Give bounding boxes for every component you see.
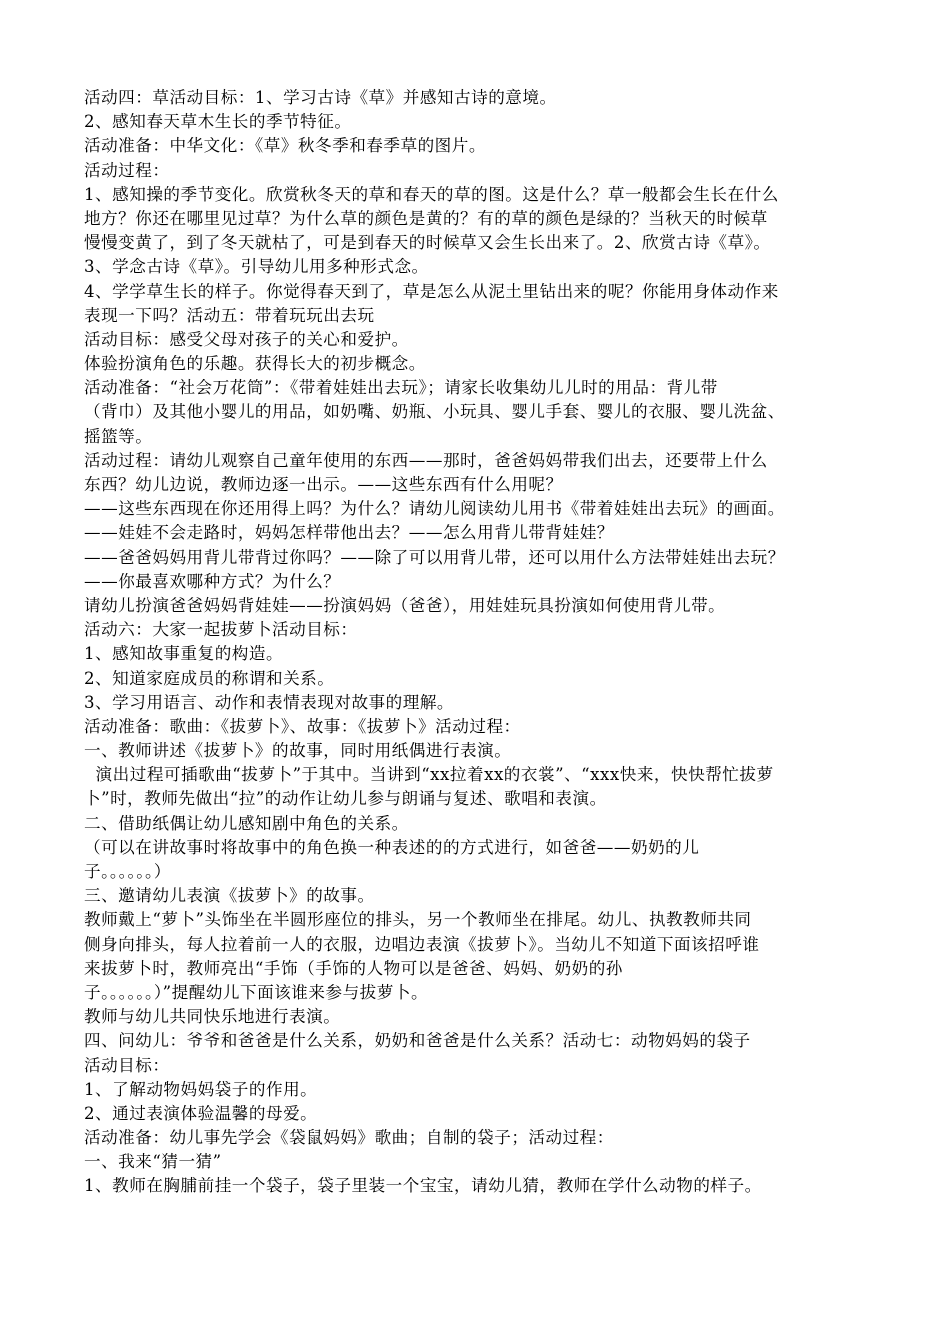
text-line: 活动准备：幼儿事先学会《袋鼠妈妈》歌曲；自制的袋子；活动过程： xyxy=(84,1128,614,1148)
text-line: 慢慢变黄了，到了冬天就枯了，可是到春天的时候草又会生长出来了。2、欣赏古诗《草》。 xyxy=(84,233,771,253)
text-line: 教师与幼儿共同快乐地进行表演。 xyxy=(84,1007,341,1027)
text-line: 活动目标： xyxy=(84,1055,170,1075)
text-line: 请幼儿扮演爸爸妈妈背娃娃——扮演妈妈（爸爸），用娃娃玩具扮演如何使用背儿带。 xyxy=(84,595,726,615)
text-line: 体验扮演角色的乐趣。获得长大的初步概念。 xyxy=(84,354,426,374)
text-line: （背巾）及其他小婴儿的用品，如奶嘴、奶瓶、小玩具、婴儿手套、婴儿的衣服、婴儿洗盆、 xyxy=(84,402,785,422)
text-line: 摇篮等。 xyxy=(84,426,153,446)
text-line: 演出过程可插歌曲“拔萝卜”于其中。当讲到“xx拉着xx的衣裳”、“xxx快来，快快帮忙拔萝 xyxy=(84,765,774,785)
text-line: 来拔萝卜时，教师亮出“手饰（手饰的人物可以是爸爸、妈妈、奶奶的孙 xyxy=(84,958,623,978)
text-line: 活动过程： xyxy=(84,160,170,180)
text-line: 活动目标：感受父母对孩子的关心和爱护。 xyxy=(84,329,409,349)
text-line: 侧身向排头，每人拉着前一人的衣服，边唱边表演《拔萝卜》。当幼儿不知道下面该招呼谁 xyxy=(84,934,760,954)
text-line: 二、借助纸偶让幼儿感知剧中角色的关系。 xyxy=(84,813,409,833)
text-line: 活动准备：歌曲：《拔萝卜》、故事：《拔萝卜》活动过程： xyxy=(84,716,521,736)
text-line: 1、感知操的季节变化。欣赏秋冬天的草和春天的草的图。这是什么？草一般都会生长在什么 xyxy=(84,184,779,204)
text-line: 3、学习用语言、动作和表情表现对故事的理解。 xyxy=(84,692,455,712)
text-line: ——你最喜欢哪种方式？为什么？ xyxy=(84,571,341,591)
text-line: 2、通过表演体验温馨的母爱。 xyxy=(84,1103,318,1123)
text-line: 活动过程：请幼儿观察自己童年使用的东西——那时，爸爸妈妈带我们出去，还要带上什么 xyxy=(84,450,768,470)
text-line: 活动准备：“社会万花筒”：《带着娃娃出去玩》；请家长收集幼儿儿时的用品：背儿带 xyxy=(84,378,718,398)
text-line: 3、学念古诗《草》。引导幼儿用多种形式念。 xyxy=(84,257,429,277)
text-line: 4、学学草生长的样子。你觉得春天到了，草是怎么从泥土里钻出来的呢？你能用身体动作来 xyxy=(84,281,779,301)
text-line: 活动准备：中华文化：《草》秋冬季和春季草的图片。 xyxy=(84,136,486,156)
text-line: 子。。。。。。） xyxy=(84,862,171,881)
text-line: 2、知道家庭成员的称谓和关系。 xyxy=(84,668,335,688)
text-line: 子。。。。。。）”提醒幼儿下面该谁来参与拔萝卜。 xyxy=(84,982,429,1002)
text-line: 1、教师在胸脯前挂一个袋子，袋子里装一个宝宝，请幼儿猜，教师在学什么动物的样子。 xyxy=(84,1176,762,1196)
text-line: 2、感知春天草木生长的季节特征。 xyxy=(84,112,352,132)
text-line: 四、问幼儿：爷爷和爸爸是什么关系，奶奶和爸爸是什么关系？活动七：动物妈妈的袋子 xyxy=(84,1031,751,1051)
text-line: 表现一下吗？活动五：带着玩玩出去玩 xyxy=(84,305,375,325)
text-line: 东西？幼儿边说，教师边逐一出示。——这些东西有什么用呢？ xyxy=(84,475,563,494)
text-line: ——娃娃不会走路时，妈妈怎样带他出去？——怎么用背儿带背娃娃？ xyxy=(84,523,614,543)
document-body xyxy=(84,86,884,1199)
text-line: ——爸爸妈妈用背儿带背过你吗？——除了可以用背儿带，还可以用什么方法带娃娃出去玩？ xyxy=(84,547,785,567)
text-line: 一、教师讲述《拔萝卜》的故事，同时用纸偶进行表演。 xyxy=(84,741,512,761)
text-line: 活动四：草活动目标：1、学习古诗《草》并感知古诗的意境。 xyxy=(84,88,557,107)
text-line: 三、邀请幼儿表演《拔萝卜》的故事。 xyxy=(84,886,375,906)
text-line: 1、感知故事重复的构造。 xyxy=(84,644,284,664)
text-line: 地方？你还在哪里见过草？为什么草的颜色是黄的？有的草的颜色是绿的？当秋天的时候草 xyxy=(84,208,768,228)
text-line: 卜”时，教师先做出“拉”的动作让幼儿参与朗诵与复述、歌唱和表演。 xyxy=(84,789,607,809)
text-line: 1、了解动物妈妈袋子的作用。 xyxy=(84,1079,318,1099)
text-line: ——这些东西现在你还用得上吗？为什么？请幼儿阅读幼儿用书《带着娃娃出去玩》的画面。 xyxy=(84,499,785,519)
text-line: 活动六：大家一起拔萝卜活动目标： xyxy=(84,620,358,640)
text-line: 教师戴上“萝卜”头饰坐在半圆形座位的排头，另一个教师坐在排尾。幼儿、执教教师共同 xyxy=(84,910,752,930)
text-line: 一、我来“猜一猜” xyxy=(84,1152,222,1172)
text-line: （可以在讲故事时将故事中的角色换一种表述的的方式进行，如爸爸——奶奶的儿 xyxy=(84,837,700,857)
